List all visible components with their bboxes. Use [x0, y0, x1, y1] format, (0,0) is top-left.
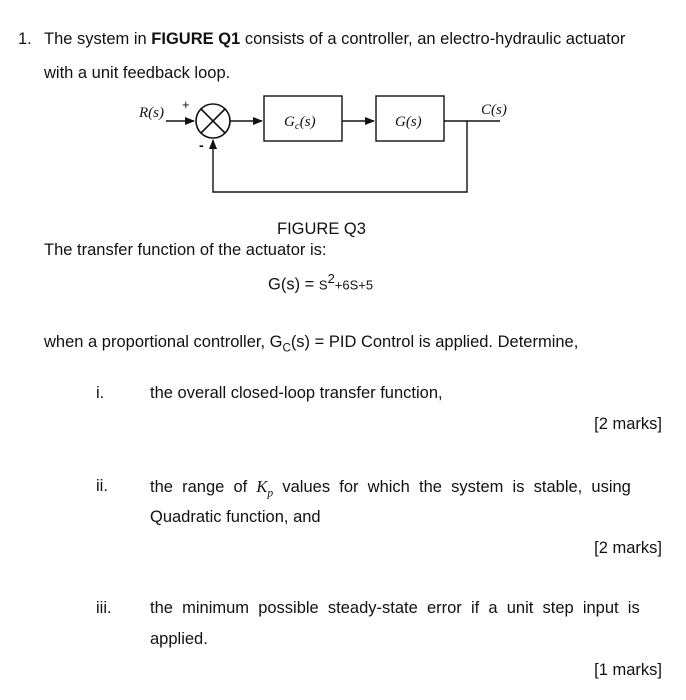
intro-text-b: consists of a controller, an electro-hydraulic actuator	[240, 30, 626, 48]
summing-junction	[196, 104, 230, 138]
controller-sentence-a: when a proportional controller, G	[44, 333, 283, 351]
input-label: R(s)	[139, 105, 164, 121]
intro-text-a: The system in	[44, 30, 152, 48]
kp-subscript: p	[267, 487, 274, 500]
tf-rhs-a: S	[318, 277, 328, 293]
part-ii-text-b: values for which the system is stable, using	[273, 478, 631, 496]
part-i-numeral: i.	[96, 384, 105, 402]
output-label: C(s)	[481, 102, 507, 118]
kp-symbol: K	[256, 477, 268, 496]
tf-rhs-b: +6S+5	[334, 277, 374, 293]
part-i-marks: [2 marks]	[594, 415, 662, 433]
tf-rhs-sup: 2	[327, 271, 335, 286]
minus-sign: -	[199, 137, 204, 153]
part-iii-line2: applied.	[150, 630, 208, 648]
controller-label: $G_c(s)$	[284, 114, 316, 132]
part-iii-numeral: iii.	[96, 599, 112, 617]
part-iii-marks: [1 marks]	[594, 661, 662, 679]
controller-sentence-b: (s) = PID Control is applied. Determine,	[290, 333, 579, 351]
question-intro-line2: with a unit feedback loop.	[44, 64, 231, 82]
question-number: 1.	[18, 30, 32, 48]
controller-sentence	[44, 333, 578, 354]
part-i-text: the overall closed-loop transfer function,	[150, 384, 443, 402]
figure-caption: FIGURE Q3	[277, 220, 366, 238]
transfer-function	[268, 271, 373, 295]
part-ii-numeral: ii.	[96, 477, 108, 495]
plant-label: G(s)	[395, 114, 422, 130]
part-iii-line1: the minimum possible steady-state error if a unit step input is	[150, 599, 640, 617]
intro-figure-ref: FIGURE Q1	[151, 30, 241, 48]
controller-sentence-sub: C	[282, 342, 291, 355]
tf-lhs: G(s) =	[268, 275, 319, 294]
part-ii-text-a: the range of	[150, 478, 257, 496]
transfer-intro: The transfer function of the actuator is:	[44, 241, 327, 259]
part-ii-marks: [2 marks]	[594, 539, 662, 557]
plus-sign: +	[182, 97, 190, 112]
part-ii-line2: Quadratic function, and	[150, 508, 321, 526]
part-ii-line1	[150, 477, 631, 499]
